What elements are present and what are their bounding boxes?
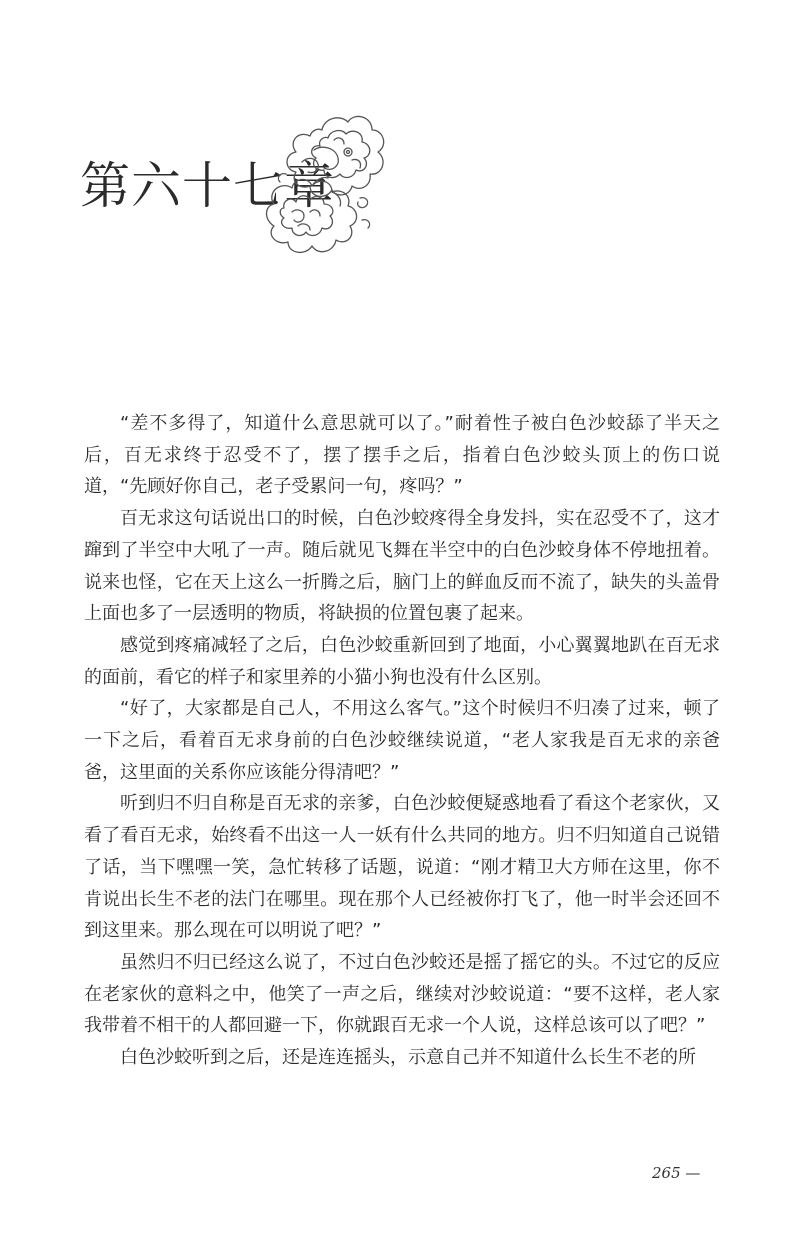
cloud-dragon-ornament-icon	[262, 100, 392, 270]
paragraph: 虽然归不归已经这么说了，不过白色沙蛟还是摇了摇它的头。不过它的反应在老家伙的意料之中，他笑了一声之后，继续对沙蛟说道：“要不这样，老人家我带着不相干的人都回避一下，你就跟百无求一个人说，这样总该可以了吧？”	[84, 951, 720, 1037]
paragraph: 白色沙蛟听到之后，还是连连摇头，示意自己并不知道什么长生不老的所	[120, 1047, 696, 1069]
page-number: 265 —	[652, 1164, 701, 1182]
paragraph: 百无求这句话说出口的时候，白色沙蛟疼得全身发抖，实在忍受不了，这才蹿到了半空中大吼了一声。随后就见飞舞在半空中的白色沙蛟身体不停地扭着。说来也怪，它在天上这么一折腾之后，脑门上的鲜血反而不流了，缺失的头盖骨上面也多了一层透明的物质，将缺损的位置包裹了起来。	[84, 508, 720, 625]
paragraph: “好了，大家都是自己人，不用这么客气。”这个时候归不归凑了过来，顿了一下之后，看着百无求身前的白色沙蛟继续说道，“老人家我是百无求的亲爸爸，这里面的关系你应该能分得清吧？”	[84, 698, 720, 783]
paragraph: 感觉到疼痛减轻了之后，白色沙蛟重新回到了地面，小心翼翼地趴在百无求的面前，看它的样子和家里养的小猫小狗也没有什么区别。	[84, 634, 720, 688]
body-text	[84, 408, 720, 1074]
chapter-title: 第六十七章	[80, 156, 335, 215]
paragraph: 听到归不归自称是百无求的亲爹，白色沙蛟便疑惑地看了看这个老家伙，又看了看百无求，始终看不出这一人一妖有什么共同的地方。归不归知道自己说错了话，当下嘿嘿一笑，急忙转移了话题，说道：“刚才精卫大方师在这里，你不肯说出长生不老的法门在哪里。现在那个人已经被你打飞了，他一时半会还回不到这里来。那么现在可以明说了吧？”	[84, 793, 720, 942]
paragraph: “差不多得了，知道什么意思就可以了。”耐着性子被白色沙蛟舔了半天之后，百无求终于忍受不了，摆了摆手之后，指着白色沙蛟头顶上的伤口说道，“先顾好你自己，老子受累问一句，疼吗？”	[84, 413, 720, 498]
